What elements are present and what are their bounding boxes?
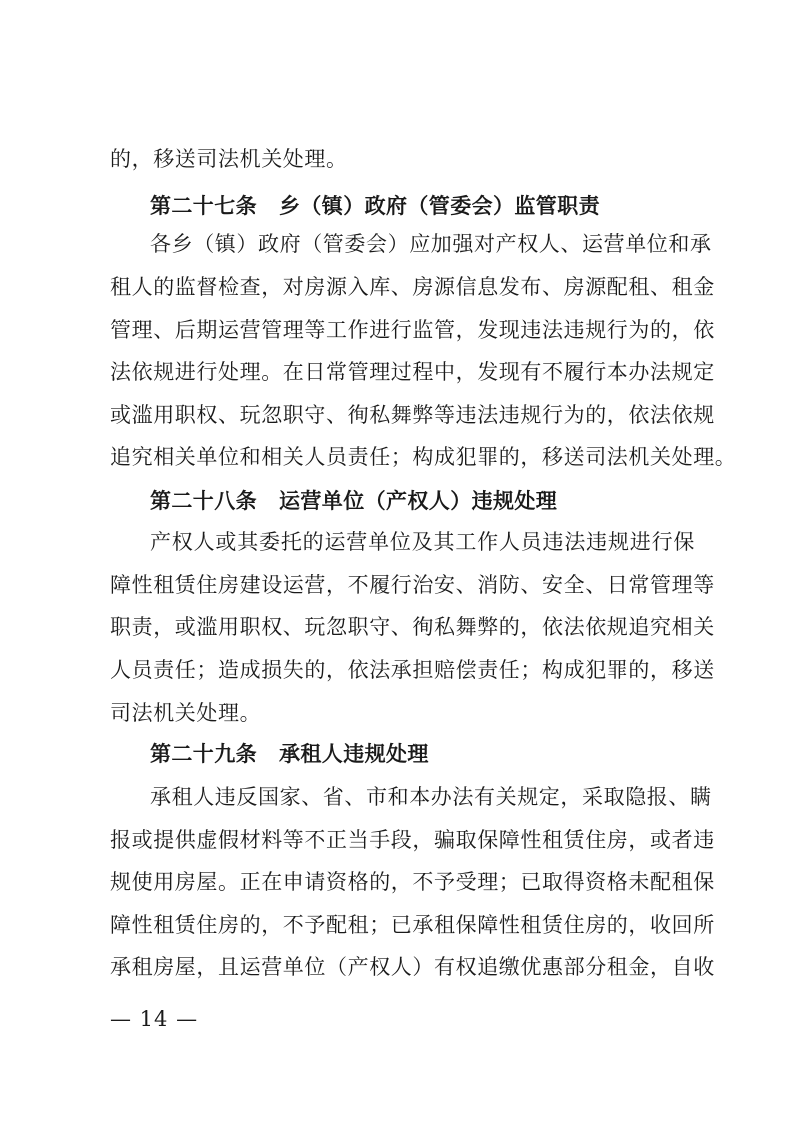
paragraph-line: 障性租赁住房建设运营，不履行治安、消防、安全、日常管理等 xyxy=(110,573,715,597)
paragraph-line: 承租房屋，且运营单位（产权人）有权追缴优惠部分租金，自收 xyxy=(110,955,715,979)
article-heading xyxy=(150,190,600,222)
article-title: 承租人违规处理 xyxy=(279,741,429,766)
article-heading xyxy=(150,738,429,770)
paragraph-line: 追究相关单位和相关人员责任；构成犯罪的，移送司法机关处理。 xyxy=(110,445,737,469)
paragraph-line: 障性租赁住房的，不予配租；已承租保障性租赁住房的，收回所 xyxy=(110,913,715,937)
paragraph-line: 租人的监督检查，对房源入库、房源信息发布、房源配租、租金 xyxy=(110,275,715,299)
paragraph-line: 承租人违反国家、省、市和本办法有关规定，采取隐报、瞒 xyxy=(150,785,712,809)
paragraph-line: 法依规进行处理。在日常管理过程中，发现有不履行本办法规定 xyxy=(110,360,715,384)
paragraph-line: 职责，或滥用职权、玩忽职守、徇私舞弊的，依法依规追究相关 xyxy=(110,615,715,639)
paragraph-line: 规使用房屋。正在申请资格的，不予受理；已取得资格未配租保 xyxy=(110,870,715,894)
paragraph-line: 司法机关处理。 xyxy=(110,701,262,725)
page-number: — 14 — xyxy=(110,1007,199,1031)
article-title: 乡（镇）政府（管委会）监管职责 xyxy=(279,193,600,218)
paragraph-line: 的，移送司法机关处理。 xyxy=(110,147,348,171)
paragraph-line: 产权人或其委托的运营单位及其工作人员违法违规进行保 xyxy=(150,530,695,554)
article-number: 第二十九条 xyxy=(150,741,257,766)
article-title: 运营单位（产权人）违规处理 xyxy=(279,488,558,513)
paragraph-line: 各乡（镇）政府（管委会）应加强对产权人、运营单位和承 xyxy=(150,232,712,256)
paragraph-line: 或滥用职权、玩忽职守、徇私舞弊等违法违规行为的，依法依规 xyxy=(110,403,715,427)
paragraph-line: 报或提供虚假材料等不正当手段，骗取保障性租赁住房，或者违 xyxy=(110,828,715,852)
article-number: 第二十七条 xyxy=(150,193,257,218)
paragraph-line: 人员责任；造成损失的，依法承担赔偿责任；构成犯罪的，移送 xyxy=(110,658,715,682)
article-heading xyxy=(150,485,557,517)
article-number: 第二十八条 xyxy=(150,488,257,513)
paragraph-line: 管理、后期运营管理等工作进行监管，发现违法违规行为的，依 xyxy=(110,318,715,342)
